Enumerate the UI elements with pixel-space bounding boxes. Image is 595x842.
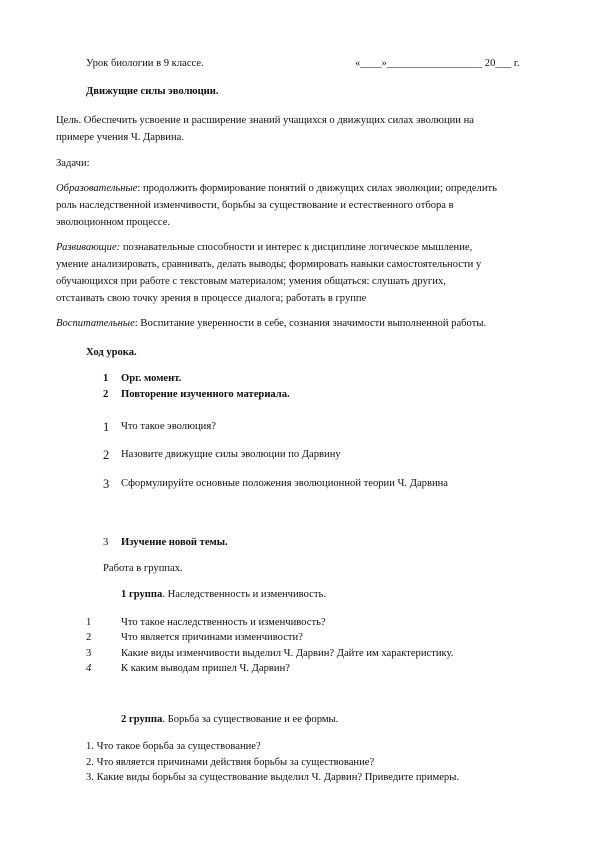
group-one-item-number: 3 [86,648,92,659]
group-one-label: 1 группа [121,589,163,600]
step-text: Орг. момент. [121,373,182,384]
group-one-item: Что такое наследственность и изменчивость? [121,617,326,628]
developing-line [56,242,472,255]
question-text: Назовите движущие силы эволюции по Дарвину [121,449,341,460]
developing-line: умение анализировать, сравнивать, делать выводы; формировать навыки самостоятельности у [56,259,482,270]
group-two-item: 2. Что является причинами действия борьбы за существование? [86,757,375,768]
tasks-label: Задачи: [56,158,90,169]
step-number: 3 [103,537,109,548]
group-one-item-number: 4 [86,663,92,674]
group-one-item: Какие виды изменчивости выделил Ч. Дарвин? Дайте им характеристику. [121,648,454,659]
group-work-label: Работа в группах. [103,563,183,574]
page-title: Движущие силы эволюции. [86,86,219,97]
question-text: Что такое эволюция? [121,421,216,432]
group-one-item-number: 2 [86,632,92,643]
goal-line: примере учения Ч. Дарвина. [56,132,184,143]
question-number: 2 [103,448,110,462]
group-two-heading [121,714,338,727]
developing-text: познавательные способности и интерес к дисциплине логическое мышление, [120,242,473,253]
upbringing-text: : Воспитание уверенности в себе, сознания значимости выполненной работы. [134,318,487,329]
question-number: 1 [103,420,110,434]
upbringing-line [56,318,486,331]
course-title: Ход урока. [86,347,137,358]
group-one-heading [121,589,326,602]
upbringing-label: Воспитательные [56,318,135,329]
educational-line [56,183,497,196]
lesson-label: Урок биологии в 9 классе. [86,58,204,69]
developing-line: обучающихся при работе с текстовым материалом; умения общаться: слушать других, [56,276,446,287]
step-number: 2 [103,389,109,400]
group-one-item: Что является причинами изменчивости? [121,632,303,643]
group-one-item: К каким выводам пришел Ч. Дарвин? [121,663,290,674]
group-one-title: . Наследственность и изменчивость. [162,589,326,600]
educational-line: эволюционном процессе. [56,217,171,228]
educational-label: Образовательные [56,183,138,194]
group-two-item: 3. Какие виды борьбы за существование выделил Ч. Дарвин? Приведите примеры. [86,772,459,783]
group-two-item: 1. Что такое борьба за существование? [86,741,261,752]
date-line: «____»__________________ 20___ г. [355,58,520,69]
group-two-title: . Борьба за существование и ее формы. [162,714,339,725]
goal-line: Цель. Обеспечить усвоение и расширение знаний учащихся о движущих силах эволюции на [56,115,474,126]
step-number: 1 [103,373,109,384]
group-one-item-number: 1 [86,617,92,628]
educational-text: : продолжить формирование понятий о движущих силах эволюции; определить [137,183,497,194]
developing-line: отстаивать свою точку зрения в процессе диалога; работать в группе [56,293,367,304]
question-number: 3 [103,477,110,491]
question-text: Сформулируйте основные положения эволюционной теории Ч. Дарвина [121,478,448,489]
group-two-label: 2 группа [121,714,163,725]
developing-label: Развивающие: [56,242,121,253]
educational-line: роль наследственной изменчивости, борьбы за существование и естественного отбора в [56,200,454,211]
step-text: Изучение новой темы. [121,537,228,548]
step-text: Повторение изученного материала. [121,389,290,400]
